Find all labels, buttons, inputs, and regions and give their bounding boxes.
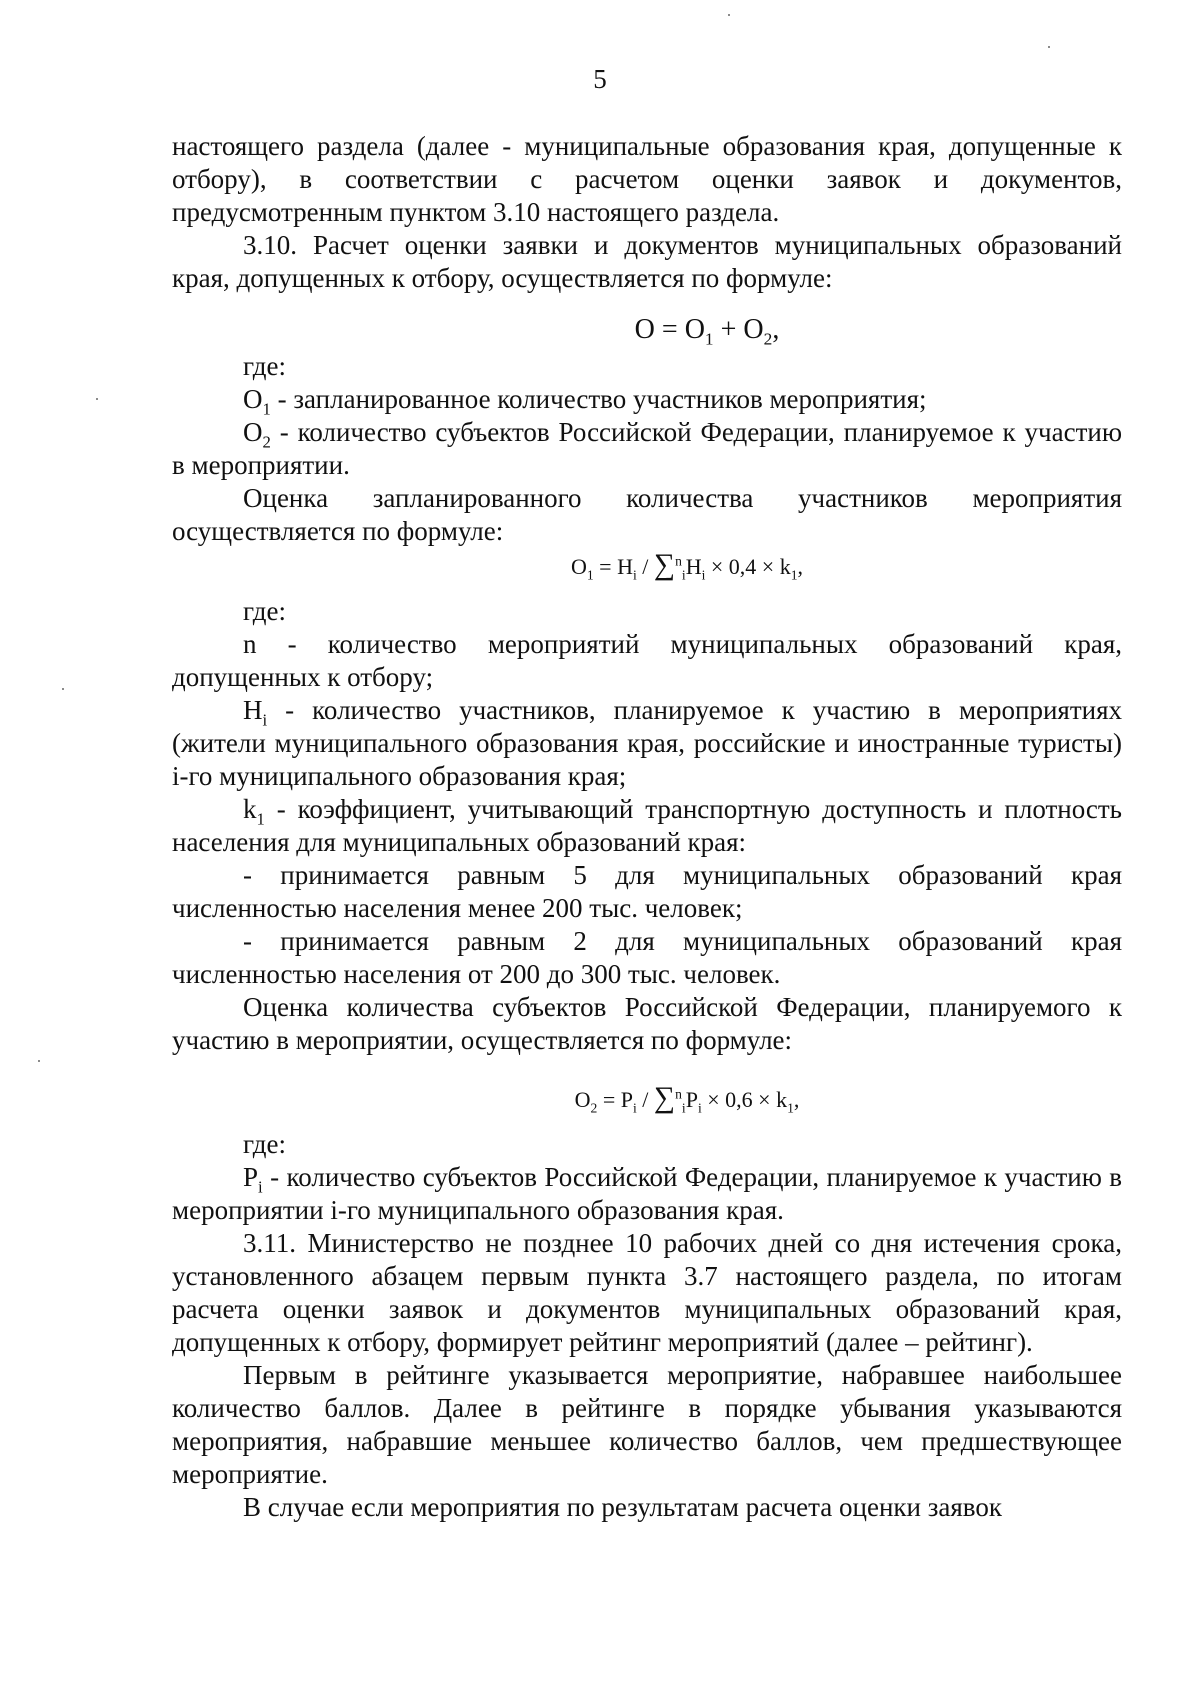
definition-h: $H_i$ - количество участников, планируемое к участию в мероприятиях (жители муниципального образования края, российские и иностранные туристы) i-го муниципального образования края;: [172, 695, 1122, 791]
definition-k1: $k_1$ - коэффициент, учитывающий транспортную доступность и плотность населения для муниципальных образований края:: [172, 794, 1122, 857]
scan-speck: [728, 14, 730, 16]
paragraph-continuation: настоящего раздела (далее - муниципальные образования края, допущенные к отбору), в соответствии с расчетом оценки заявок и документов, предусмотренным пунктом 3.10 настоящего раздела.: [172, 131, 1122, 227]
paragraph-3-11: 3.11. Министерство не позднее 10 рабочих дней со дня истечения срока, установленного абзацем первым пункта 3.7 настоящего раздела, по итогам расчета оценки заявок и документов муниципальных образований края, допущенных к отбору, формирует рейтинг мероприятий (далее – рейтинг).: [172, 1228, 1122, 1357]
where-label-2: где:: [243, 596, 286, 626]
definition-o2: $O_2$ - количество субъектов Российской Федерации, планируемое к участию в мероприятии.: [172, 417, 1122, 480]
paragraph-rating-order: Первым в рейтинге указывается мероприятие, набравшее наибольшее количество баллов. Далее в рейтинге в порядке убывания указываются мероприятия, набравшие меньшее количество баллов, чем предшествующее мероприятие.: [172, 1360, 1122, 1489]
definition-o1: $O_1$ - запланированное количество участников мероприятия;: [243, 384, 927, 419]
scan-speck: [96, 398, 98, 400]
formula-o1: $O_1 = H_i / \sum^n_iH_i \times 0,4 \times k_1$,: [570, 549, 804, 583]
scan-speck: [62, 688, 64, 690]
paragraph-3-10: 3.10. Расчет оценки заявки и документов муниципальных образований края, допущенных к отбору, осуществляется по формуле:: [172, 230, 1122, 293]
paragraph-o2-estimate: Оценка количества субъектов Российской Федерации, планируемого к участию в мероприятии, осуществляется по формуле:: [172, 992, 1122, 1055]
paragraph-tie-case: В случае если мероприятия по результатам расчета оценки заявок: [243, 1492, 1002, 1522]
definition-n: n - количество мероприятий муниципальных образований края, допущенных к отбору;: [172, 629, 1122, 692]
definition-p: $P_i$ - количество субъектов Российской Федерации, планируемое к участию в мероприятии i-го муниципального образования края.: [172, 1162, 1123, 1225]
where-label-3: где:: [243, 1129, 286, 1159]
k1-rule-2: - принимается равным 2 для муниципальных образований края численностью населения от 200 до 300 тыс. человек.: [172, 926, 1122, 989]
where-label-1: где:: [243, 351, 286, 381]
document-body: [172, 130, 1122, 1524]
paragraph-o1-estimate: Оценка запланированного количества участников мероприятия осуществляется по формуле:: [172, 483, 1122, 546]
scan-speck: [1048, 46, 1050, 48]
scan-speck: [38, 1060, 40, 1062]
k1-rule-5: - принимается равным 5 для муниципальных образований края численностью населения менее 200 тыс. человек;: [172, 860, 1122, 923]
formula-o-total: $O = O_1 + O_2$,: [634, 314, 780, 349]
formula-o2: $O_2 = P_i / \sum^n_iP_i \times 0,6 \times k_1$,: [574, 1082, 800, 1116]
page-number: 5: [593, 64, 607, 94]
